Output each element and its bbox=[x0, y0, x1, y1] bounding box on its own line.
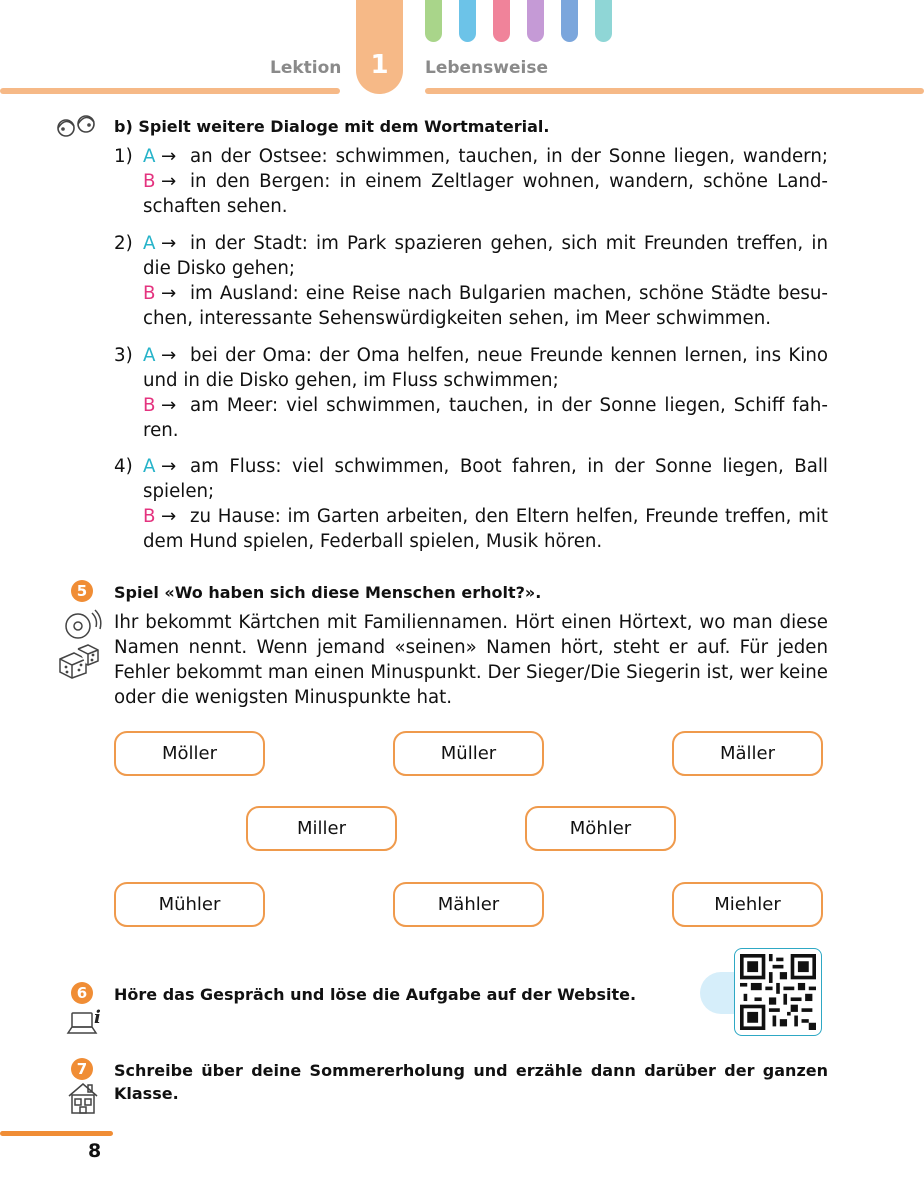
item-a-line: in der Stadt: im Park spazieren gehen, sich mit Freunden treffen, in bbox=[190, 233, 828, 254]
exercise-number-badge: 7 bbox=[71, 1058, 93, 1080]
page-number: 8 bbox=[88, 1140, 102, 1162]
exercise-number-badge: 5 bbox=[71, 580, 93, 602]
lektion-label: Lektion bbox=[270, 58, 342, 78]
exercise-7-text-line: Klasse. bbox=[114, 1084, 179, 1103]
header-stripe bbox=[425, 0, 442, 42]
header-stripe bbox=[493, 0, 510, 42]
lesson-number: 1 bbox=[370, 50, 389, 80]
item-b-line: zu Hause: im Garten arbeiten, den Eltern helfen, Freunde treffen, mit bbox=[190, 506, 828, 527]
item-b-line: schaften sehen. bbox=[143, 196, 288, 217]
item-a-line: die Disko gehen; bbox=[143, 258, 296, 279]
name-card: Miller bbox=[246, 806, 397, 851]
label-a: A bbox=[143, 456, 156, 477]
label-a: A bbox=[143, 233, 156, 254]
item-b-line: dem Hund spielen, Federball spielen, Musik hören. bbox=[143, 531, 603, 552]
item-b-line: chen, interessante Sehenswürdigkeiten sehen, im Meer schwimmen. bbox=[143, 308, 771, 329]
name-card: Mäller bbox=[672, 731, 823, 776]
arrow-icon: → bbox=[161, 171, 177, 192]
name-card: Möhler bbox=[525, 806, 676, 851]
arrow-icon: → bbox=[161, 395, 177, 416]
header-rule-right bbox=[425, 88, 924, 94]
item-number: 2) bbox=[114, 233, 133, 254]
item-a-line: an der Ostsee: schwimmen, tauchen, in der Sonne liegen, wandern; bbox=[190, 146, 828, 167]
exercise-6-text: Höre das Gespräch und löse die Aufgabe auf der Website. bbox=[114, 985, 637, 1004]
arrow-icon: → bbox=[161, 233, 177, 254]
footer-rule bbox=[0, 1131, 113, 1136]
item-a-line: bei der Oma: der Oma helfen, neue Freunde kennen lernen, ins Kino bbox=[190, 345, 828, 366]
laptop-info-icon bbox=[66, 1005, 104, 1039]
item-b-line: ren. bbox=[143, 420, 179, 441]
label-a: A bbox=[143, 345, 156, 366]
arrow-icon: → bbox=[161, 345, 177, 366]
qr-code[interactable] bbox=[734, 948, 822, 1036]
exercise-5-text-line: Namen nennt. Wenn jemand «seinen» Namen hört, steht er auf. Für jeden bbox=[114, 637, 828, 658]
pair-work-icon bbox=[52, 112, 102, 140]
name-card: Mühler bbox=[114, 882, 265, 927]
qr-code-icon bbox=[735, 949, 821, 1035]
label-b: B bbox=[143, 506, 156, 527]
item-a-line: am Fluss: viel schwimmen, Boot fahren, in der Sonne liegen, Ball bbox=[190, 456, 828, 477]
item-number: 3) bbox=[114, 345, 133, 366]
exercise-5-text-line: Ihr bekommt Kärtchen mit Familiennamen. Hört einen Hörtext, wo man diese bbox=[114, 612, 828, 633]
exercise-b-heading: b) Spielt weitere Dialoge mit dem Wortmaterial. bbox=[114, 117, 550, 136]
arrow-icon: → bbox=[161, 146, 177, 167]
exercise-5-heading: Spiel «Wo haben sich diese Menschen erholt?». bbox=[114, 583, 542, 602]
item-number: 1) bbox=[114, 146, 133, 167]
exercise-5-text-line: oder die wenigsten Minuspunkte hat. bbox=[114, 687, 453, 708]
exercise-5-text-line: Fehler bekommt man einen Minuspunkt. Der Sieger/Die Siegerin ist, wer keine bbox=[114, 662, 828, 683]
exercise-number-badge: 6 bbox=[71, 982, 93, 1004]
arrow-icon: → bbox=[161, 283, 177, 304]
dice-icon bbox=[56, 643, 100, 679]
name-card: Müller bbox=[393, 731, 544, 776]
exercise-7-text-line: Schreibe über deine Sommererholung und erzähle dann darüber der ganzen bbox=[114, 1061, 828, 1080]
header-stripe bbox=[459, 0, 476, 42]
item-number: 4) bbox=[114, 456, 133, 477]
label-b: B bbox=[143, 283, 156, 304]
audio-cd-icon bbox=[60, 607, 104, 641]
label-a: A bbox=[143, 146, 156, 167]
name-card: Miehler bbox=[672, 882, 823, 927]
arrow-icon: → bbox=[161, 506, 177, 527]
svg-text:i: i bbox=[94, 1007, 101, 1028]
item-b-line: am Meer: viel schwimmen, tauchen, in der Sonne liegen, Schiff fah- bbox=[190, 395, 828, 416]
name-card: Möller bbox=[114, 731, 265, 776]
house-icon bbox=[66, 1080, 100, 1116]
item-a-line: spielen; bbox=[143, 481, 215, 502]
item-a-line: und in die Disko gehen, im Fluss schwimmen; bbox=[143, 370, 559, 391]
header-stripe bbox=[561, 0, 578, 42]
item-b-line: in den Bergen: in einem Zeltlager wohnen, wandern, schöne Land- bbox=[190, 171, 828, 192]
label-b: B bbox=[143, 171, 156, 192]
label-b: B bbox=[143, 395, 156, 416]
name-card: Mähler bbox=[393, 882, 544, 927]
header-stripe bbox=[527, 0, 544, 42]
arrow-icon: → bbox=[161, 456, 177, 477]
item-b-line: im Ausland: eine Reise nach Bulgarien machen, schöne Städte besu- bbox=[190, 283, 828, 304]
lesson-title: Lebensweise bbox=[425, 58, 548, 78]
header-stripe bbox=[595, 0, 612, 42]
header-rule-left bbox=[0, 88, 340, 94]
